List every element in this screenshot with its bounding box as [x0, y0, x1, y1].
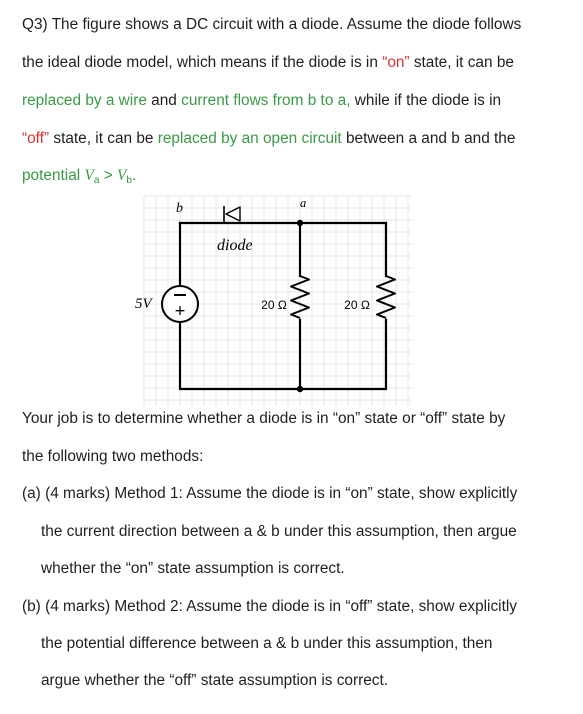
text: and	[146, 92, 182, 109]
question-line-3	[22, 91, 501, 111]
off-term: “off”	[22, 130, 50, 147]
plus-sign: +	[174, 301, 186, 322]
text: while if the diode is in	[350, 92, 502, 109]
resistor-1-label: 20 Ω	[261, 298, 287, 312]
question-line-1: Q3) The figure shows a DC circuit with a diode. Assume the diode follows	[22, 16, 522, 33]
va-symbol: V	[84, 167, 94, 184]
text: state, it can be	[409, 54, 514, 71]
diode-label: diode	[217, 237, 253, 254]
bottom-node-dot	[297, 386, 303, 392]
text: .	[131, 167, 137, 184]
text: potential	[22, 167, 85, 184]
text: between a and b and the	[341, 130, 516, 147]
circuit-diagram	[132, 192, 418, 410]
gt-symbol: >	[99, 167, 117, 184]
part-b-line-3: argue whether the “off” state assumption is correct.	[41, 672, 389, 689]
vb-symbol: V	[116, 167, 127, 184]
question-line-4	[22, 129, 515, 149]
resistor-2-zigzag	[377, 276, 395, 318]
resistor-1-zigzag	[291, 276, 309, 318]
part-a-line-2: the current direction between a & b under this assumption, then argue	[41, 523, 517, 540]
task-line-1: Your job is to determine whether a diode is in “on” state or “off” state by	[22, 410, 506, 427]
node-a-label: a	[300, 196, 307, 210]
resistor-2-label: 20 Ω	[344, 298, 370, 312]
source-voltage-label: 5V	[135, 296, 152, 312]
part-b-line-1: (b) (4 marks) Method 2: Assume the diode is in “off” state, show explicitly	[22, 598, 517, 615]
voltage-source	[162, 286, 198, 322]
task-line-2: the following two methods:	[22, 448, 204, 465]
highlight-current: current flows from b to a,	[181, 92, 351, 109]
part-a-line-3: whether the “on” state assumption is correct.	[41, 560, 345, 577]
va-subscript: a	[93, 175, 100, 186]
highlight-open-circuit: replaced by an open circuit	[157, 130, 342, 147]
part-b-line-2: the potential difference between a & b under this assumption, then	[41, 635, 493, 652]
part-a-line-1: (a) (4 marks) Method 1: Assume the diode is in “on” state, show explicitly	[22, 485, 518, 502]
node-b-label: b	[176, 201, 183, 216]
on-term: “on”	[382, 54, 410, 71]
vb-subscript: b	[126, 175, 132, 186]
text: the ideal diode model, which means if the diode is in	[22, 54, 383, 71]
question-line-5	[22, 166, 136, 191]
node-a-dot	[297, 220, 303, 226]
highlight-wire: replaced by a wire	[22, 92, 147, 109]
question-line-2	[22, 53, 514, 73]
text: state, it can be	[49, 130, 158, 147]
